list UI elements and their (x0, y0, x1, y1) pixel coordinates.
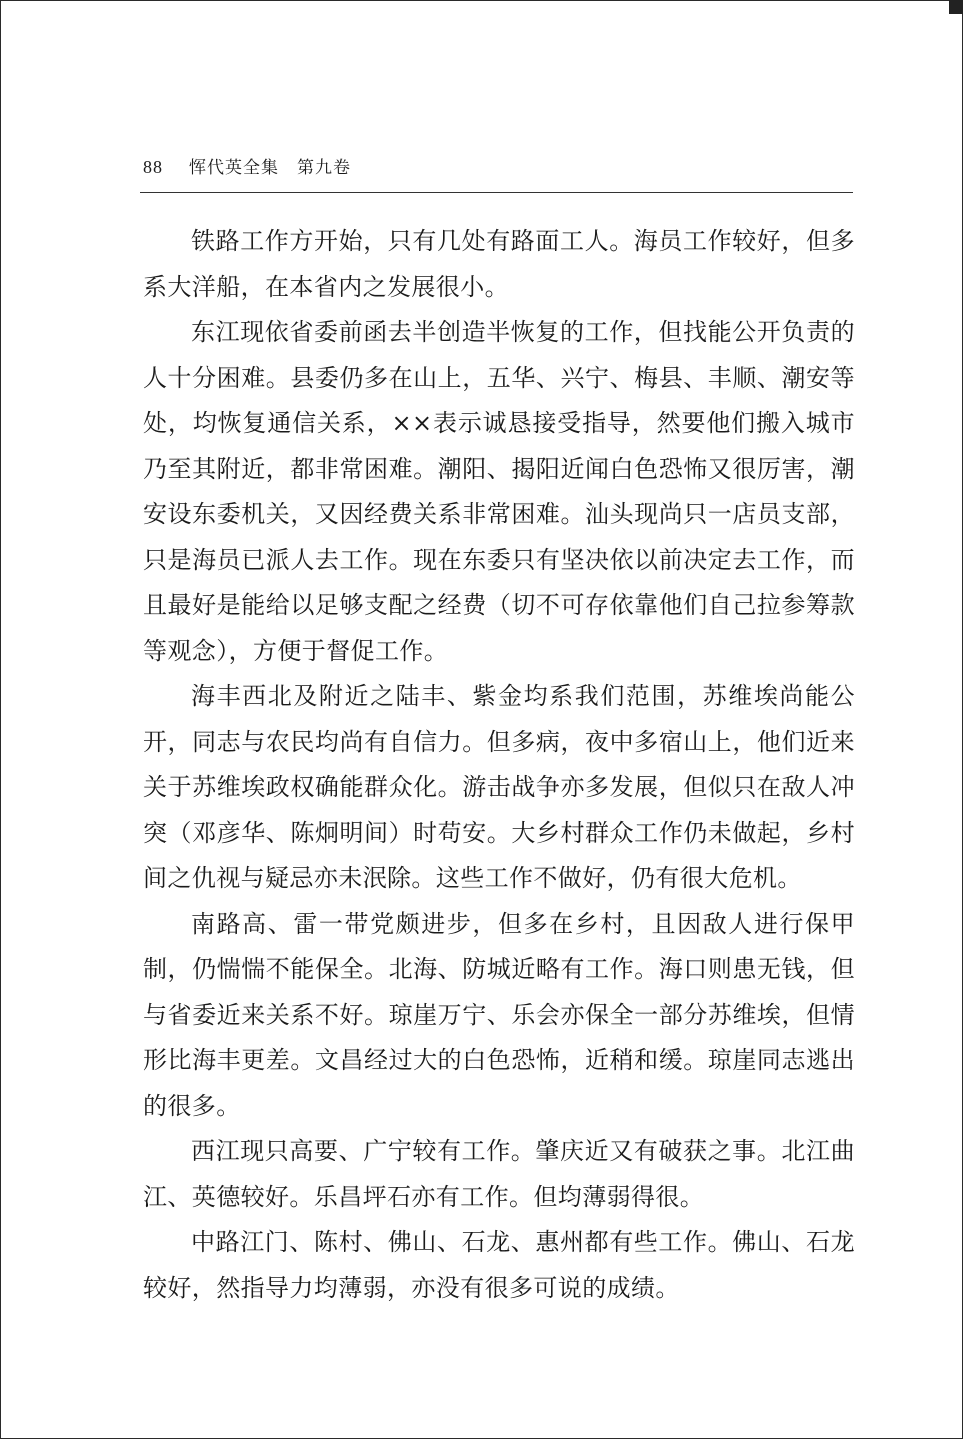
paragraph-xijiang: 西江现只高要、广宁较有工作。肇庆近又有破获之事。北江曲江、英德较好。乐昌坪石亦有工作。但均薄弱得很。 (143, 1137, 855, 1211)
paragraph-zhonglu: 中路江门、陈村、佛山、石龙、惠州都有些工作。佛山、石龙较好，然指导力均薄弱，亦没有很多可说的成绩。 (143, 1228, 855, 1302)
book-title: 恽代英全集 (189, 158, 279, 178)
page-number: 88 (143, 157, 163, 177)
volume-label: 第九卷 (297, 158, 351, 178)
running-header (143, 150, 855, 184)
paragraph-railway: 铁路工作方开始，只有几处有路面工人。海员工作较好，但多系大洋船，在本省内之发展很小。 (143, 227, 855, 301)
paragraph-nanlu: 南路高、雷一带党颇进步，但多在乡村，且因敌人进行保甲制，仍惴惴不能保全。北海、防城近略有工作。海口则患无钱，但与省委近来关系不好。琼崖万宁、乐会亦保全一部分苏维埃，但情形比海丰更差。文昌经过大的白色恐怖，近稍和缓。琼崖同志逃出的很多。 (143, 909, 855, 1120)
paragraph-haifeng: 海丰西北及附近之陆丰、紫金均系我们范围，苏维埃尚能公开，同志与农民均尚有自信力。但多病，夜中多宿山上，他们近来关于苏维埃政权确能群众化。游击战争亦多发展，但似只在敌人冲突（邓彦华、陈炯明间）时苟安。大乡村群众工作仍未做起，乡村间之仇视与疑忌亦未泯除。这些工作不做好，仍有很大危机。 (143, 682, 855, 892)
paragraph-dongjiang: 东江现依省委前函去半创造半恢复的工作，但找能公开负责的人十分困难。县委仍多在山上，五华、兴宁、梅县、丰顺、潮安等处，均恢复通信关系，××表示诚恳接受指导，然要他们搬入城市乃至其附近，都非常困难。潮阳、揭阳近闻白色恐怖又很厉害，潮安设东委机关，又因经费关系非常困难。汕头现尚只一店员支部，只是海员已派人去工作。现在东委只有坚决依以前决定去工作，而且最好是能给以足够支配之经费（切不可存依靠他们自己拉参筹款等观念），方便于督促工作。 (143, 318, 855, 665)
header-divider (140, 192, 853, 193)
scan-corner-mark (949, 0, 963, 14)
body-text (143, 219, 855, 1311)
